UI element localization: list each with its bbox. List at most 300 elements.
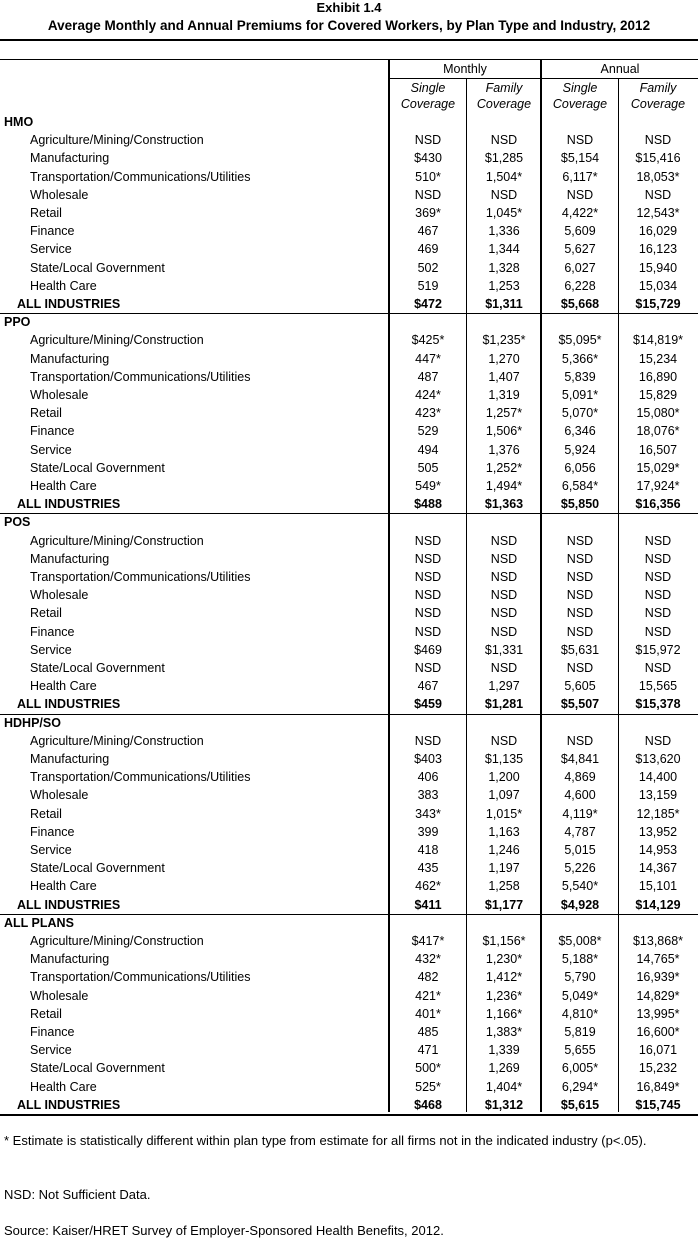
industry-label: Wholesale <box>30 788 89 803</box>
total-premium-value: $459 <box>414 697 442 712</box>
premium-value: 15,829 <box>638 388 678 402</box>
premium-value: 418 <box>417 843 439 857</box>
premium-value: 6,117* <box>562 169 598 184</box>
premium-value: NSD <box>490 624 518 639</box>
industry-label: Agriculture/Mining/Construction <box>30 733 204 748</box>
premium-value: 1,383* <box>485 1025 523 1039</box>
premium-value: 1,230* <box>485 952 523 967</box>
table-row <box>0 586 698 604</box>
premium-value: 1,319 <box>488 388 520 402</box>
premium-value: 5,605 <box>564 679 596 694</box>
premium-value: 469 <box>417 242 439 257</box>
premium-value: 5,790 <box>564 970 596 985</box>
premium-value: 4,810* <box>561 1006 599 1021</box>
table-row <box>0 604 698 622</box>
table-row <box>0 805 698 823</box>
premium-value: NSD <box>566 133 594 148</box>
premium-value: NSD <box>414 588 442 603</box>
premium-value: 6,294* <box>561 1079 599 1094</box>
premium-value: 16,890 <box>638 369 678 384</box>
premium-value: 471 <box>417 1043 439 1058</box>
industry-label: Wholesale <box>30 988 89 1003</box>
section-label: HDHP/SO <box>4 715 61 730</box>
table-row <box>0 259 698 277</box>
total-premium-value: $488 <box>414 497 442 512</box>
premium-value: 502 <box>417 260 439 275</box>
table-row <box>0 386 698 404</box>
premium-value: 5,188* <box>561 952 599 967</box>
premium-value: 1,494* <box>485 479 523 493</box>
premium-value: 5,540* <box>561 879 599 894</box>
premium-value: 1,166* <box>485 1006 523 1021</box>
table-row <box>0 131 698 149</box>
total-premium-value: $5,615 <box>560 1097 600 1112</box>
premium-value: 6,584* <box>561 479 599 493</box>
industry-label: Retail <box>30 1006 62 1021</box>
table-row <box>0 641 698 659</box>
total-premium-value: $1,312 <box>484 1097 524 1112</box>
premium-value: 4,869 <box>564 770 596 785</box>
total-premium-value: $15,745 <box>635 1097 681 1112</box>
premium-value: 5,627 <box>564 242 596 257</box>
industry-label: Finance <box>30 824 75 839</box>
table-row <box>0 987 698 1005</box>
premium-value: 1,253 <box>488 278 520 293</box>
premium-value: 399 <box>417 824 439 839</box>
premium-value: 14,953 <box>638 843 678 857</box>
industry-label: Service <box>30 442 72 457</box>
table-row <box>0 677 698 695</box>
premium-value: 1,236* <box>485 988 523 1003</box>
premium-value: 424* <box>415 388 441 402</box>
table-row <box>0 1005 698 1023</box>
total-premium-value: $5,668 <box>560 297 600 311</box>
industry-label: Retail <box>30 206 62 220</box>
industry-label: Health Care <box>30 479 97 493</box>
industry-label: Transportation/Communications/Utilities <box>30 770 251 785</box>
premium-value: NSD <box>414 733 442 748</box>
industry-label: Agriculture/Mining/Construction <box>30 333 204 348</box>
section-label: HMO <box>4 115 34 129</box>
industry-label: State/Local Government <box>30 661 165 675</box>
premium-value: 13,995* <box>636 1006 680 1021</box>
section-label: ALL PLANS <box>4 915 74 930</box>
premium-value: 1,200 <box>488 770 520 785</box>
section-label: PPO <box>4 315 31 330</box>
industry-label: Manufacturing <box>30 551 110 566</box>
premium-value: 5,839 <box>564 369 596 384</box>
total-premium-value: $5,507 <box>560 697 600 712</box>
section-label: POS <box>4 515 31 530</box>
premium-value: NSD <box>566 661 594 675</box>
premium-value: NSD <box>566 733 594 748</box>
premium-value: 4,600 <box>564 788 596 803</box>
premium-value: 421* <box>415 988 441 1003</box>
premium-value: 12,543* <box>636 206 680 220</box>
industry-label: Service <box>30 843 72 857</box>
premium-value: 369* <box>415 206 441 220</box>
premium-value: NSD <box>490 187 518 202</box>
premium-value: 1,376 <box>488 442 520 457</box>
premium-value: $13,868* <box>632 934 684 948</box>
industry-label: Finance <box>30 1025 75 1039</box>
industry-label: Transportation/Communications/Utilities <box>30 369 251 384</box>
premium-value: $5,631 <box>560 642 600 657</box>
total-premium-value: $14,129 <box>635 897 681 912</box>
premium-value: 1,257* <box>485 406 523 421</box>
industry-label: Service <box>30 1043 72 1058</box>
premium-value: 423* <box>415 406 441 421</box>
industry-label: State/Local Government <box>30 1061 165 1076</box>
table-row <box>0 786 698 804</box>
premium-value: $430 <box>414 151 442 166</box>
premium-value: 1,328 <box>488 260 520 275</box>
total-premium-value: $15,729 <box>635 297 681 311</box>
annual-group-header: Annual <box>600 62 640 76</box>
premium-value: 406 <box>417 770 439 785</box>
premium-value: 15,232 <box>638 1061 678 1076</box>
premium-value: $425* <box>411 333 445 348</box>
premium-value: 14,367 <box>638 861 678 876</box>
premium-value: 401* <box>415 1006 441 1021</box>
premium-value: 14,765* <box>636 952 680 967</box>
table-row <box>0 768 698 786</box>
title-rule <box>0 39 698 41</box>
all-industries-label: ALL INDUSTRIES <box>17 1097 121 1112</box>
premium-value: $1,135 <box>484 752 524 766</box>
table-row <box>0 950 698 968</box>
total-premium-value: $16,356 <box>635 497 681 512</box>
table-title: Average Monthly and Annual Premiums for Covered Workers, by Plan Type and Industry, 2012 <box>47 18 651 33</box>
premium-value: 5,049* <box>561 988 599 1003</box>
table-row <box>0 168 698 186</box>
table-row <box>0 568 698 586</box>
premium-value: $1,235* <box>482 333 526 348</box>
premium-value: 5,924 <box>564 442 596 457</box>
table-row <box>0 623 698 641</box>
premium-value: $469 <box>414 642 442 657</box>
premium-value: 1,269 <box>488 1061 520 1076</box>
table-row <box>0 823 698 841</box>
premium-value: 14,829* <box>636 988 680 1003</box>
industry-label: Transportation/Communications/Utilities <box>30 570 251 584</box>
premium-value: $5,008* <box>558 934 602 948</box>
table-row <box>0 659 698 677</box>
industry-label: Manufacturing <box>30 952 110 967</box>
premium-value: NSD <box>490 533 518 548</box>
premium-value: NSD <box>566 570 594 584</box>
premium-value: 15,940 <box>638 260 678 275</box>
premium-value: 15,565 <box>638 679 678 694</box>
premium-value: NSD <box>566 624 594 639</box>
premium-value: 15,080* <box>636 406 680 421</box>
premium-value: 525* <box>415 1079 441 1094</box>
premium-value: 447* <box>415 351 441 366</box>
industry-label: Health Care <box>30 278 97 293</box>
premium-value: NSD <box>566 533 594 548</box>
table-row <box>0 368 698 386</box>
premium-value: 15,234 <box>638 351 678 366</box>
all-industries-row <box>0 295 698 313</box>
industry-label: Agriculture/Mining/Construction <box>30 133 204 148</box>
premium-value: NSD <box>414 570 442 584</box>
industry-label: Agriculture/Mining/Construction <box>30 533 204 548</box>
total-premium-value: $472 <box>414 297 442 311</box>
premium-value: 1,407 <box>488 369 520 384</box>
table-row <box>0 186 698 204</box>
premium-value: 5,226 <box>564 861 596 876</box>
total-premium-value: $1,311 <box>485 297 523 311</box>
premium-value: 462* <box>415 879 441 894</box>
table-row <box>0 841 698 859</box>
industry-label: State/Local Government <box>30 460 165 475</box>
nsd-footnote: NSD: Not Sufficient Data. <box>4 1187 151 1202</box>
premium-value: 15,101 <box>638 879 678 894</box>
premium-value: $4,841 <box>560 752 600 766</box>
industry-label: Service <box>30 642 72 657</box>
industry-label: Retail <box>30 806 62 821</box>
premium-value: NSD <box>414 187 442 202</box>
table-row <box>0 1059 698 1077</box>
premium-value: $5,095* <box>558 333 602 348</box>
table-row <box>0 204 698 222</box>
premium-value: 467 <box>417 224 439 239</box>
industry-label: Finance <box>30 624 75 639</box>
premium-value: NSD <box>566 187 594 202</box>
premium-value: NSD <box>644 733 672 748</box>
table-row <box>0 350 698 368</box>
table-row <box>0 932 698 950</box>
premium-value: 383 <box>417 788 439 803</box>
monthly-group-header: Monthly <box>443 62 487 76</box>
header-top-rule <box>0 59 698 60</box>
premium-value: 5,091* <box>561 388 599 402</box>
industry-label: Transportation/Communications/Utilities <box>30 169 251 184</box>
premium-value: NSD <box>566 588 594 603</box>
table-row <box>0 1023 698 1041</box>
section-header-hmo <box>0 113 698 131</box>
premium-value: 16,939* <box>636 970 680 985</box>
table-row <box>0 240 698 258</box>
total-premium-value: $5,850 <box>560 497 600 512</box>
premium-value: 487 <box>417 369 439 384</box>
premium-value: 4,787 <box>564 824 596 839</box>
premium-value: 500* <box>415 1061 441 1076</box>
industry-label: Wholesale <box>30 388 89 402</box>
monthly-underline <box>390 78 540 79</box>
premium-value: 17,924* <box>636 479 680 493</box>
all-industries-row <box>0 1096 698 1114</box>
industry-label: Finance <box>30 224 75 239</box>
table-row <box>0 331 698 349</box>
premium-value: 16,029 <box>638 224 678 239</box>
table-row <box>0 968 698 986</box>
premium-value: $1,331 <box>484 642 524 657</box>
premium-value: $1,285 <box>484 151 524 166</box>
premium-value: NSD <box>644 606 672 621</box>
premium-value: NSD <box>490 606 518 621</box>
industry-label: Retail <box>30 606 62 621</box>
section-header-ppo <box>0 313 698 331</box>
premium-value: NSD <box>414 661 442 675</box>
industry-label: Retail <box>30 406 62 421</box>
table-row <box>0 550 698 568</box>
industry-label: Transportation/Communications/Utilities <box>30 970 251 985</box>
industry-label: Manufacturing <box>30 351 110 366</box>
total-premium-value: $1,177 <box>484 897 524 912</box>
premium-value: NSD <box>414 133 442 148</box>
premium-value: $13,620 <box>635 752 681 766</box>
premium-value: 5,609 <box>564 224 596 239</box>
premium-value: 1,163 <box>488 824 520 839</box>
premium-value: NSD <box>414 624 442 639</box>
premium-value: 13,159 <box>638 788 678 803</box>
premium-value: 12,185* <box>636 806 680 821</box>
industry-label: Wholesale <box>30 187 89 202</box>
all-industries-row <box>0 896 698 914</box>
premium-value: NSD <box>644 187 672 202</box>
premium-value: 1,297 <box>488 679 520 694</box>
industry-label: Finance <box>30 424 75 439</box>
premium-value: 14,400 <box>638 770 678 785</box>
premium-value: 6,056 <box>564 460 596 475</box>
industry-label: Manufacturing <box>30 752 110 766</box>
premium-value: 18,076* <box>636 424 680 439</box>
premium-value: 6,005* <box>561 1061 599 1076</box>
all-industries-label: ALL INDUSTRIES <box>17 497 121 512</box>
premium-value: 494 <box>417 442 439 457</box>
premium-value: 16,507 <box>638 442 678 457</box>
premium-value: NSD <box>490 133 518 148</box>
industry-label: Service <box>30 242 72 257</box>
table-row <box>0 404 698 422</box>
total-premium-value: $1,363 <box>484 497 524 512</box>
premium-value: $15,972 <box>635 642 681 657</box>
premium-value: NSD <box>644 624 672 639</box>
premium-value: NSD <box>566 551 594 566</box>
premium-value: 485 <box>417 1025 439 1039</box>
industry-label: Agriculture/Mining/Construction <box>30 934 204 948</box>
premium-value: 1,339 <box>488 1043 520 1058</box>
premium-value: 4,422* <box>561 206 599 220</box>
premium-value: 467 <box>417 679 439 694</box>
table-row <box>0 750 698 768</box>
premium-value: 1,504* <box>485 169 523 184</box>
industry-label: Wholesale <box>30 588 89 603</box>
premium-value: NSD <box>644 661 672 675</box>
all-industries-label: ALL INDUSTRIES <box>17 297 121 311</box>
table-row <box>0 732 698 750</box>
industry-label: State/Local Government <box>30 260 165 275</box>
premium-value: 4,119* <box>562 806 598 821</box>
all-industries-row <box>0 495 698 513</box>
total-premium-value: $468 <box>414 1097 442 1112</box>
premium-value: 1,258 <box>488 879 520 894</box>
premium-value: 482 <box>417 970 439 985</box>
monthly-single-coverage-header: Single Coverage <box>400 81 456 111</box>
premium-value: 432* <box>415 952 441 967</box>
table-row <box>0 459 698 477</box>
premium-value: 1,404* <box>485 1079 523 1094</box>
premium-value: NSD <box>414 533 442 548</box>
premium-value: 1,015* <box>485 806 523 821</box>
premium-value: NSD <box>490 551 518 566</box>
table-row <box>0 1041 698 1059</box>
premium-value: 5,819 <box>564 1025 596 1039</box>
section-header-hdhp-so <box>0 714 698 732</box>
premium-value: 505 <box>417 460 439 475</box>
premium-value: 5,015 <box>564 843 596 857</box>
premium-value: 6,228 <box>564 278 596 293</box>
industry-label: Health Care <box>30 679 97 694</box>
premium-value: NSD <box>490 570 518 584</box>
premium-value: $1,156* <box>482 934 526 948</box>
premium-value: NSD <box>644 570 672 584</box>
premium-value: NSD <box>644 133 672 148</box>
premium-value: NSD <box>644 533 672 548</box>
industry-label: Manufacturing <box>30 151 110 166</box>
premium-value: 6,346 <box>564 424 596 439</box>
premium-value: 5,655 <box>564 1043 596 1058</box>
premium-value: NSD <box>414 606 442 621</box>
significance-footnote: * Estimate is statistically different within plan type from estimate for all firms not in the indicated industry (p<.05). <box>4 1133 647 1148</box>
section-header-pos <box>0 513 698 531</box>
premium-value: NSD <box>644 551 672 566</box>
premium-value: 519 <box>417 278 439 293</box>
premium-value: 510* <box>415 169 441 184</box>
all-industries-label: ALL INDUSTRIES <box>17 897 121 912</box>
premium-value: $417* <box>411 934 445 948</box>
premium-value: 1,506* <box>485 424 523 439</box>
premium-value: 18,053* <box>636 169 680 184</box>
section-header-all-plans <box>0 914 698 932</box>
premium-value: 16,123 <box>638 242 678 257</box>
industry-label: State/Local Government <box>30 861 165 876</box>
premium-value: 1,344 <box>488 242 520 257</box>
total-premium-value: $4,928 <box>560 897 600 912</box>
table-row <box>0 441 698 459</box>
premium-value: 16,600* <box>636 1025 680 1039</box>
table-row <box>0 859 698 877</box>
table-row <box>0 149 698 167</box>
premium-value: 343* <box>415 806 441 821</box>
industry-label: Health Care <box>30 879 97 894</box>
premium-value: $14,819* <box>632 333 684 348</box>
premium-value: 5,366* <box>561 351 599 366</box>
premium-value: 1,252* <box>485 460 523 475</box>
premium-value: NSD <box>490 661 518 675</box>
total-premium-value: $1,281 <box>484 697 524 712</box>
table-row <box>0 477 698 495</box>
all-industries-row <box>0 695 698 713</box>
premium-value: 13,952 <box>638 824 678 839</box>
premium-value: 529 <box>417 424 439 439</box>
premium-value: NSD <box>644 588 672 603</box>
industry-label: Health Care <box>30 1079 97 1094</box>
premium-value: 5,070* <box>561 406 599 421</box>
all-industries-label: ALL INDUSTRIES <box>17 697 121 712</box>
premium-value: 6,027 <box>564 260 596 275</box>
premium-value: $5,154 <box>560 151 600 166</box>
premium-value: NSD <box>566 606 594 621</box>
premium-value: 15,029* <box>636 460 680 475</box>
premium-value: 1,412* <box>485 970 523 985</box>
premium-value: 1,246 <box>488 843 520 857</box>
total-premium-value: $411 <box>414 897 442 912</box>
premium-value: 1,336 <box>488 224 520 239</box>
premium-value: 16,071 <box>638 1043 678 1058</box>
section-rule <box>0 1114 698 1116</box>
